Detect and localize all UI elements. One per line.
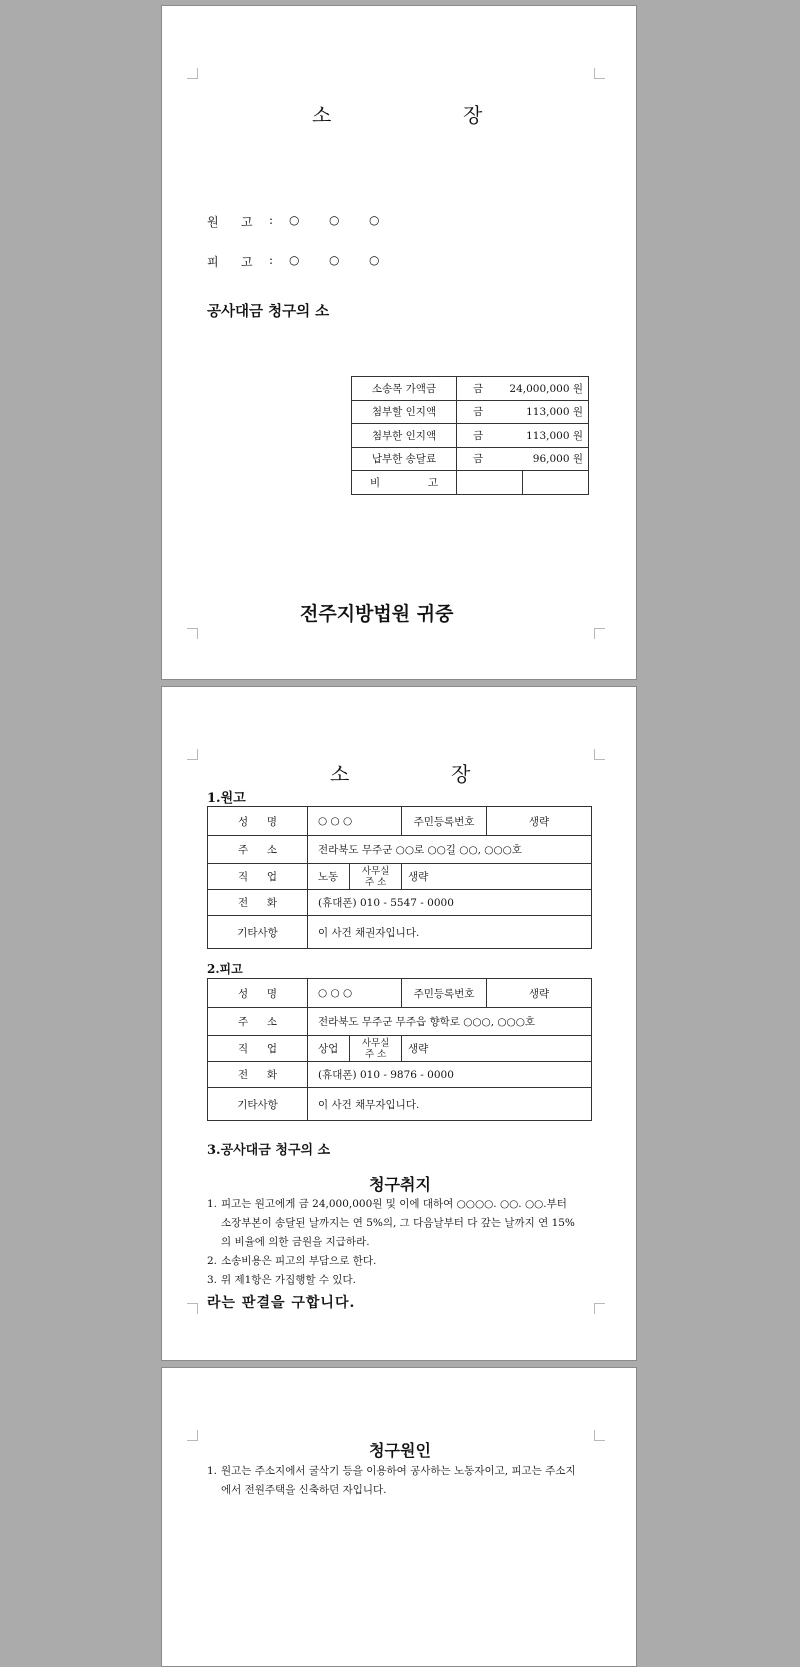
- name-value: ○ ○ ○: [308, 807, 402, 836]
- document-page-3: [161, 1367, 637, 1667]
- defendant-colon: :: [269, 253, 274, 267]
- address-value: 전라북도 무주군 무주읍 향학로 ○○○, ○○○호: [308, 1008, 592, 1036]
- fee-row: [352, 447, 589, 471]
- job-label-1: 직: [238, 1043, 249, 1055]
- name-value: ○ ○ ○: [308, 979, 402, 1008]
- remark-cell: [457, 471, 523, 495]
- rrn-label: 주민등록번호: [402, 979, 487, 1008]
- list-item: [207, 1252, 597, 1271]
- list-number: 2.: [207, 1255, 218, 1267]
- list-number: 3.: [207, 1274, 218, 1286]
- remark-label-2: 고: [427, 476, 438, 489]
- job-label-cell: [208, 864, 308, 890]
- job-label-2: 업: [266, 1043, 277, 1055]
- margin-corner-mark: [594, 1303, 605, 1314]
- cause-text-line: 원고는 주소지에서 굴삭기 등을 이용하여 공사하는 노동자이고, 피고는 주소지: [221, 1465, 576, 1477]
- table-row: [208, 1062, 592, 1088]
- office-label-line-2: 주 소: [364, 1048, 387, 1060]
- defendant-line: [207, 253, 407, 269]
- fee-prefix: 금: [473, 453, 484, 466]
- margin-corner-mark: [594, 749, 605, 760]
- name-placeholder: ○: [329, 213, 340, 227]
- claim-list: [207, 1195, 597, 1290]
- fee-amount-cell: [457, 377, 589, 401]
- name-placeholder: ○: [289, 213, 300, 227]
- doc-title-left: 소: [330, 762, 351, 786]
- phone-label-cell: [208, 1062, 308, 1088]
- cause-list: [207, 1462, 597, 1500]
- fee-label: 납부한 송달료: [352, 447, 457, 471]
- fee-label: 첨부할 인지액: [352, 400, 457, 424]
- plaintiff-colon: :: [269, 213, 274, 227]
- claim-cause-heading: 청구원인: [369, 1441, 431, 1460]
- claim-text-line: 의 비율에 의한 금원을 지급하라.: [221, 1236, 370, 1248]
- remark-cell: [523, 471, 589, 495]
- phone-label-cell: [208, 890, 308, 916]
- section-3-heading: 3.공사대금 청구의 소: [207, 1143, 331, 1158]
- job-label-1: 직: [238, 871, 249, 883]
- table-row: [208, 916, 592, 949]
- list-number: 1.: [207, 1465, 218, 1477]
- etc-value: 이 사건 채무자입니다.: [308, 1088, 592, 1121]
- phone-label-2: 화: [266, 897, 277, 909]
- fee-row: [352, 377, 589, 401]
- court-name: 전주지방법원 귀중: [300, 603, 454, 625]
- office-value: 생략: [402, 864, 592, 890]
- fee-prefix: 금: [473, 429, 484, 442]
- margin-corner-mark: [594, 68, 605, 79]
- claim-text-line: 위 제1항은 가집행할 수 있다.: [221, 1274, 356, 1286]
- defendant-heading: 2.피고: [207, 962, 243, 976]
- claim-purpose-heading: 청구취지: [369, 1175, 431, 1194]
- margin-corner-mark: [187, 749, 198, 760]
- document-page-2: [161, 686, 637, 1361]
- document-page-1: [161, 5, 637, 680]
- office-label-line-2: 주 소: [364, 876, 387, 888]
- fee-label: 소송목 가액금: [352, 377, 457, 401]
- fee-amount: 113,000 원: [526, 429, 583, 442]
- phone-label-1: 전: [238, 1069, 249, 1081]
- fee-amount-cell: [457, 447, 589, 471]
- phone-value: (휴대폰) 010 - 9876 - 0000: [308, 1062, 592, 1088]
- fee-row: [352, 400, 589, 424]
- defendant-info-table: [207, 978, 592, 1121]
- plaintiff-info-table: [207, 806, 592, 949]
- name-label-cell: [208, 979, 308, 1008]
- job-value: 노동: [308, 864, 350, 890]
- list-item: [207, 1462, 597, 1500]
- cause-text-line: 에서 전원주택을 신축하던 자입니다.: [221, 1484, 387, 1496]
- fee-amount-cell: [457, 400, 589, 424]
- name-label-1: 성: [238, 987, 249, 1000]
- name-label-2: 명: [266, 987, 277, 1000]
- office-value: 생략: [402, 1036, 592, 1062]
- remark-label-1: 비: [370, 476, 381, 489]
- list-item: [207, 1271, 597, 1290]
- address-label-2: 소: [266, 1016, 277, 1028]
- job-label-cell: [208, 1036, 308, 1062]
- name-label-cell: [208, 807, 308, 836]
- remark-label-cell: [352, 471, 457, 495]
- defendant-label-1: 피: [207, 255, 219, 269]
- rrn-value: 생략: [487, 979, 592, 1008]
- list-number: 1.: [207, 1198, 218, 1210]
- name-placeholder: ○: [369, 253, 380, 267]
- plaintiff-label-2: 고: [241, 215, 253, 229]
- claim-text-line: 소송비용은 피고의 부담으로 한다.: [221, 1255, 377, 1267]
- claim-text-line: 피고는 원고에게 금 24,000,000원 및 이에 대하여 ○○○○. ○○. ○○.부터: [221, 1198, 567, 1210]
- case-name: 공사대금 청구의 소: [207, 303, 330, 320]
- address-label-1: 주: [238, 844, 249, 856]
- defendant-label-2: 고: [241, 255, 253, 269]
- address-label-cell: [208, 836, 308, 864]
- name-label-2: 명: [266, 815, 277, 828]
- name-placeholder: ○: [329, 253, 340, 267]
- fee-prefix: 금: [473, 406, 484, 419]
- address-label-2: 소: [266, 844, 277, 856]
- claim-text-line: 소장부본이 송달된 날까지는 연 5%의, 그 다음날부터 다 갚는 날까지 연 15%: [221, 1217, 575, 1229]
- fee-table: [351, 376, 589, 495]
- phone-label-1: 전: [238, 897, 249, 909]
- table-row: [208, 864, 592, 890]
- fee-row: [352, 424, 589, 448]
- table-row: [208, 979, 592, 1008]
- margin-corner-mark: [187, 68, 198, 79]
- rrn-label: 주민등록번호: [402, 807, 487, 836]
- margin-corner-mark: [187, 628, 198, 639]
- office-label-line-1: 사무실: [361, 1037, 390, 1049]
- fee-label: 첨부한 인지액: [352, 424, 457, 448]
- table-row: [208, 1036, 592, 1062]
- name-placeholder: ○: [369, 213, 380, 227]
- address-label-1: 주: [238, 1016, 249, 1028]
- job-value: 상업: [308, 1036, 350, 1062]
- fee-prefix: 금: [473, 382, 484, 395]
- table-row: [208, 890, 592, 916]
- office-label: [350, 1036, 402, 1062]
- plaintiff-line: [207, 213, 407, 229]
- table-row: [208, 807, 592, 836]
- list-item: [207, 1195, 597, 1252]
- fee-amount: 96,000 원: [532, 453, 583, 466]
- office-label-line-1: 사무실: [361, 865, 390, 877]
- doc-title-left: 소: [312, 103, 333, 127]
- rrn-value: 생략: [487, 807, 592, 836]
- phone-label-2: 화: [266, 1069, 277, 1081]
- etc-label: 기타사항: [208, 916, 308, 949]
- name-label-1: 성: [238, 815, 249, 828]
- table-row: [208, 836, 592, 864]
- margin-corner-mark: [187, 1303, 198, 1314]
- phone-value: (휴대폰) 010 - 5547 - 0000: [308, 890, 592, 916]
- fee-amount: 113,000 원: [526, 406, 583, 419]
- plaintiff-heading: 1.원고: [207, 791, 246, 806]
- address-value: 전라북도 무주군 ○○로 ○○길 ○○, ○○○호: [308, 836, 592, 864]
- name-placeholder: ○: [289, 253, 300, 267]
- etc-label: 기타사항: [208, 1088, 308, 1121]
- doc-title-right: 장: [463, 103, 484, 127]
- plaintiff-label-1: 원: [207, 215, 219, 229]
- address-label-cell: [208, 1008, 308, 1036]
- closing-statement: 라는 판결을 구합니다.: [207, 1295, 356, 1311]
- fee-amount-cell: [457, 424, 589, 448]
- margin-corner-mark: [594, 628, 605, 639]
- doc-title-right: 장: [451, 762, 472, 786]
- table-row: [208, 1008, 592, 1036]
- office-label: [350, 864, 402, 890]
- table-row: [208, 1088, 592, 1121]
- fee-amount: 24,000,000 원: [509, 382, 583, 395]
- job-label-2: 업: [266, 871, 277, 883]
- etc-value: 이 사건 채권자입니다.: [308, 916, 592, 949]
- remark-row: [352, 471, 589, 495]
